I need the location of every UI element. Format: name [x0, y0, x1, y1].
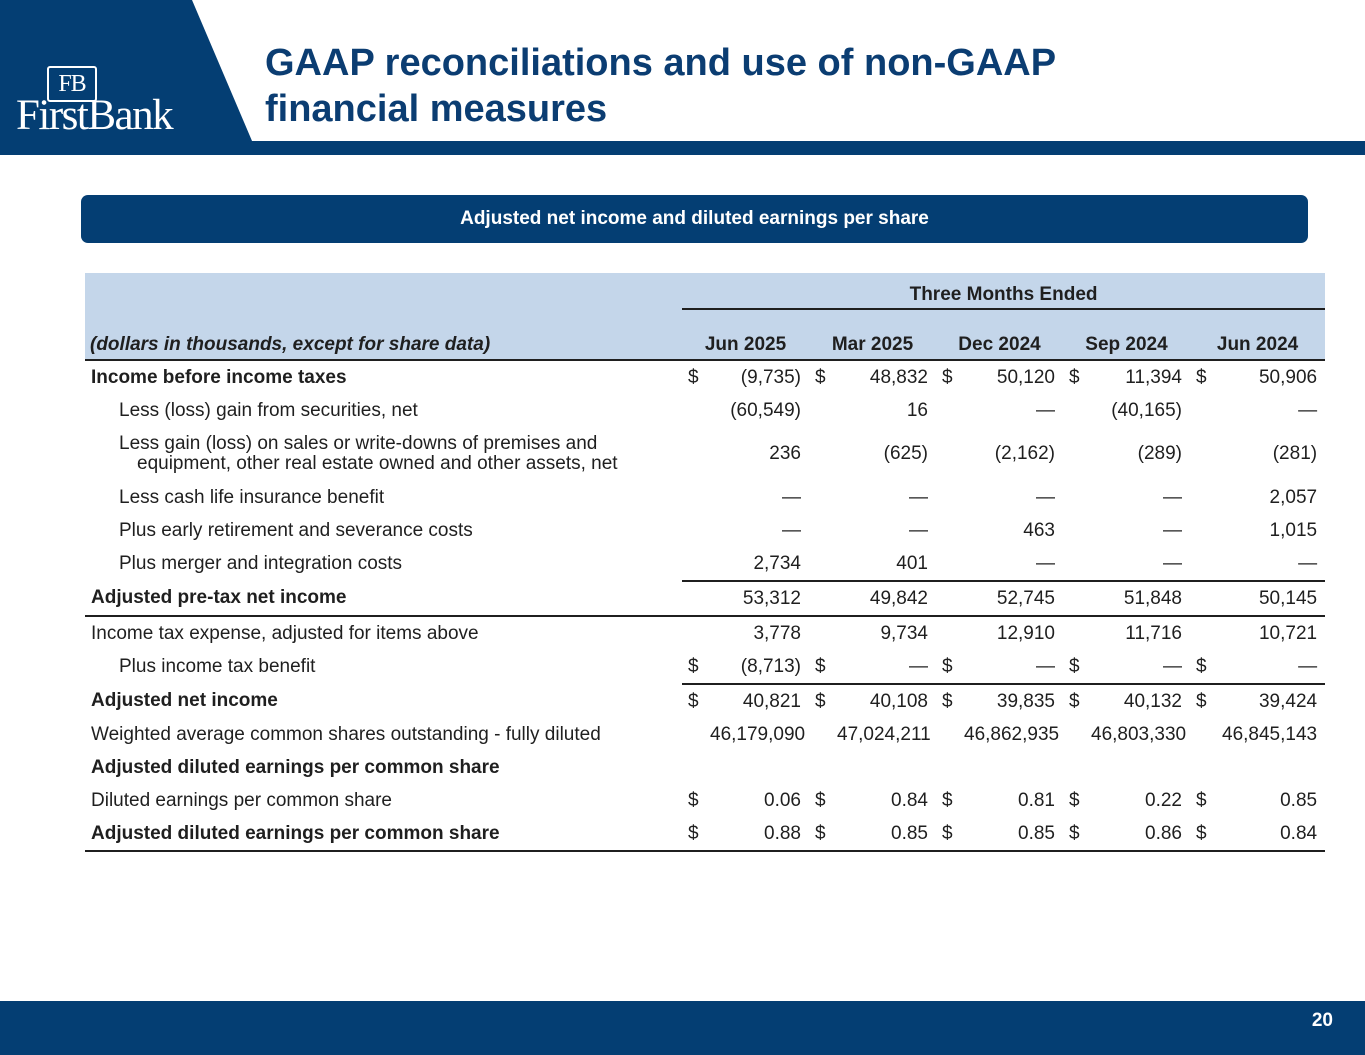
cell-value: 0.84: [891, 789, 928, 811]
row-label: [85, 751, 682, 784]
currency-symbol: [1063, 481, 1091, 514]
currency-symbol: $: [942, 789, 953, 811]
cell-value: 2,057: [1269, 486, 1318, 508]
cell-value: [1091, 751, 1190, 784]
currency-symbol: $: [1063, 817, 1091, 851]
cell-value: 40,132: [1091, 684, 1190, 718]
row-label-continuation: equipment, other real estate owned and other assets, net: [137, 453, 618, 474]
cell-value: (289): [1137, 443, 1182, 464]
cell-value: —: [782, 519, 801, 541]
currency-symbol: $: [1069, 366, 1080, 388]
row-label: [85, 481, 682, 514]
page-number: 20: [1311, 1010, 1333, 1031]
row-label-text: Adjusted pre-tax net income: [91, 587, 347, 608]
cell-value: (2,162): [994, 443, 1055, 464]
row-label-text: Less (loss) gain from securities, net: [119, 399, 418, 421]
cell-value: —: [1036, 486, 1055, 508]
cell-value: —: [909, 655, 928, 677]
currency-symbol: [682, 481, 710, 514]
cell-value: 9,734: [837, 616, 936, 650]
table-row: [85, 684, 1325, 718]
currency-symbol: [1190, 616, 1218, 650]
cell-value: 0.88: [710, 817, 809, 851]
cell-value: (9,735): [740, 366, 801, 388]
currency-symbol: [936, 718, 964, 751]
cell-value: 50,120: [996, 366, 1055, 388]
currency-symbol: [682, 751, 710, 784]
currency-symbol: $: [942, 655, 953, 677]
currency-symbol: [809, 481, 837, 514]
currency-symbol: [1063, 427, 1091, 481]
currency-symbol: [682, 616, 710, 650]
row-label: [85, 514, 682, 547]
table-row: [85, 547, 1325, 581]
cell-value: —: [1036, 655, 1055, 677]
currency-symbol: [1063, 751, 1091, 784]
logo-text: FirstBank: [16, 92, 173, 139]
cell-value: 0.84: [1218, 817, 1325, 851]
table-row: [85, 427, 1325, 481]
reconciliation-table-wrapper: [85, 273, 1318, 852]
row-label: [85, 684, 682, 718]
currency-symbol: [682, 427, 710, 481]
currency-symbol: [936, 547, 964, 581]
cell-value: 46,845,143: [1222, 723, 1318, 745]
cell-value: 1,015: [1269, 519, 1318, 541]
cell-value: 50,145: [1218, 581, 1325, 616]
currency-symbol: $: [1063, 684, 1091, 718]
table-row: [85, 514, 1325, 547]
row-label: [85, 581, 682, 616]
cell-value: —: [1163, 655, 1182, 677]
cell-value: 463: [1023, 519, 1055, 541]
row-label-text: Income before income taxes: [91, 366, 347, 388]
currency-symbol: [936, 514, 964, 547]
cell-value: —: [1298, 655, 1318, 677]
currency-symbol: [809, 547, 837, 581]
cell-value: —: [1298, 552, 1318, 574]
currency-symbol: $: [1190, 684, 1218, 718]
currency-symbol: $: [1069, 789, 1080, 811]
cell-value: 51,848: [1091, 581, 1190, 616]
cell-value: 46,179,090: [710, 723, 806, 745]
cell-value: —: [909, 486, 928, 508]
cell-value: 40,108: [837, 684, 936, 718]
row-label: [85, 718, 682, 751]
table-row: [85, 360, 1325, 394]
cell-value: 39,835: [964, 684, 1063, 718]
currency-symbol: [1063, 718, 1091, 751]
currency-symbol: [809, 514, 837, 547]
cell-value: —: [1163, 552, 1182, 574]
cell-value: 10,721: [1218, 616, 1325, 650]
table-row: [85, 481, 1325, 514]
row-label-text: Diluted earnings per common share: [91, 789, 392, 811]
cell-value: [964, 751, 1063, 784]
cell-value: —: [909, 519, 928, 541]
table-row: [85, 650, 1325, 684]
currency-symbol: [1063, 547, 1091, 581]
row-label: [85, 817, 682, 851]
cell-value: 12,910: [964, 616, 1063, 650]
currency-symbol: [1190, 581, 1218, 616]
cell-value: (625): [883, 443, 928, 464]
cell-value: —: [1298, 399, 1318, 421]
row-label-text: Income tax expense, adjusted for items above: [91, 622, 479, 644]
cell-value: (281): [1272, 443, 1318, 464]
cell-value: 0.06: [764, 789, 801, 811]
currency-symbol: [1063, 514, 1091, 547]
currency-symbol: [682, 718, 710, 751]
table-body: [85, 360, 1325, 851]
cell-value: 16: [906, 399, 928, 421]
currency-symbol: [1190, 394, 1218, 427]
page-title: GAAP reconciliations and use of non-GAAP financial measures: [265, 42, 1056, 130]
currency-symbol: [682, 514, 710, 547]
cell-value: (40,165): [1111, 399, 1182, 421]
column-header: Jun 2024: [1190, 309, 1325, 360]
cell-value: [710, 751, 809, 784]
column-header: Dec 2024: [936, 309, 1063, 360]
row-label-text: Adjusted diluted earnings per common share: [91, 822, 500, 844]
currency-symbol: [1190, 514, 1218, 547]
currency-symbol: $: [809, 684, 837, 718]
currency-symbol: [936, 751, 964, 784]
table-row: [85, 616, 1325, 650]
units-label: (dollars in thousands, except for share data): [85, 309, 682, 360]
currency-symbol: [1190, 718, 1218, 751]
header-blank-cell: [85, 273, 682, 309]
row-label: [85, 547, 682, 581]
cell-value: 11,394: [1125, 366, 1182, 388]
currency-symbol: [936, 481, 964, 514]
table-row: [85, 784, 1325, 817]
cell-value: 0.22: [1145, 789, 1182, 811]
cell-value: 236: [769, 443, 801, 464]
currency-symbol: $: [1196, 789, 1207, 811]
currency-symbol: $: [815, 655, 826, 677]
cell-value: —: [1163, 519, 1182, 541]
row-label: [85, 360, 682, 394]
currency-symbol: $: [809, 817, 837, 851]
row-label: [85, 616, 682, 650]
currency-symbol: [1190, 427, 1218, 481]
logo-monogram: FB: [47, 66, 97, 102]
currency-symbol: $: [1190, 817, 1218, 851]
row-label-text: Less cash life insurance benefit: [119, 486, 385, 508]
column-header: Jun 2025: [682, 309, 809, 360]
currency-symbol: [809, 751, 837, 784]
cell-value: 0.86: [1091, 817, 1190, 851]
cell-value: 46,862,935: [964, 723, 1060, 745]
cell-value: 48,832: [869, 366, 928, 388]
currency-symbol: $: [815, 789, 826, 811]
cell-value: 401: [896, 552, 928, 574]
cell-value: 0.85: [837, 817, 936, 851]
cell-value: 0.81: [1018, 789, 1055, 811]
currency-symbol: [809, 394, 837, 427]
cell-value: [1218, 751, 1325, 784]
row-label: [85, 784, 682, 817]
row-label-text: Plus income tax benefit: [119, 656, 316, 677]
currency-symbol: [809, 581, 837, 616]
currency-symbol: [809, 718, 837, 751]
currency-symbol: [682, 394, 710, 427]
footer-bar: [0, 1001, 1365, 1055]
cell-value: 46,803,330: [1091, 723, 1187, 745]
row-label-text: Weighted average common shares outstanding - fully diluted: [91, 723, 601, 745]
table-row: [85, 751, 1325, 784]
cell-value: 40,821: [710, 684, 809, 718]
currency-symbol: $: [682, 817, 710, 851]
currency-symbol: $: [815, 366, 826, 388]
row-label-text: Adjusted net income: [91, 690, 278, 711]
cell-value: 50,906: [1258, 366, 1318, 388]
cell-value: 53,312: [710, 581, 809, 616]
currency-symbol: [1190, 481, 1218, 514]
currency-symbol: $: [682, 684, 710, 718]
cell-value: 0.85: [1280, 789, 1318, 811]
row-label-text: Plus merger and integration costs: [119, 553, 403, 574]
currency-symbol: [936, 427, 964, 481]
currency-symbol: [936, 394, 964, 427]
section-banner: Adjusted net income and diluted earnings per share: [81, 195, 1308, 243]
reconciliation-table: [85, 273, 1325, 852]
table-row: [85, 817, 1325, 851]
row-label-text: Less gain (loss) on sales or write-downs of premises and: [119, 433, 598, 454]
cell-value: 0.85: [964, 817, 1063, 851]
currency-symbol: [682, 581, 710, 616]
row-label: [85, 650, 682, 684]
cell-value: 2,734: [753, 552, 801, 574]
table-row: [85, 581, 1325, 616]
row-label-text: Adjusted diluted earnings per common share: [91, 756, 500, 778]
cell-value: —: [782, 486, 801, 508]
cell-value: (60,549): [730, 399, 801, 421]
cell-value: 11,716: [1091, 616, 1190, 650]
cell-value: 47,024,211: [837, 723, 931, 745]
currency-symbol: $: [688, 655, 699, 677]
row-label: [85, 394, 682, 427]
row-label-text: Plus early retirement and severance costs: [119, 519, 473, 541]
currency-symbol: [1063, 394, 1091, 427]
cell-value: [837, 751, 936, 784]
column-header: Mar 2025: [809, 309, 936, 360]
currency-symbol: $: [688, 789, 699, 811]
cell-value: —: [1036, 552, 1055, 574]
group-header: Three Months Ended: [682, 273, 1325, 309]
cell-value: 49,842: [837, 581, 936, 616]
cell-value: (8,713): [740, 655, 801, 677]
cell-value: 3,778: [710, 616, 809, 650]
currency-symbol: [936, 581, 964, 616]
table-row: [85, 394, 1325, 427]
cell-value: —: [1036, 399, 1055, 421]
currency-symbol: $: [1196, 655, 1207, 677]
cell-value: 39,424: [1218, 684, 1325, 718]
currency-symbol: [1063, 616, 1091, 650]
currency-symbol: [809, 427, 837, 481]
currency-symbol: [809, 616, 837, 650]
currency-symbol: $: [942, 366, 953, 388]
currency-symbol: $: [936, 684, 964, 718]
currency-symbol: $: [1069, 655, 1080, 677]
logo-block: [0, 0, 258, 155]
header-rule: [0, 141, 1365, 155]
currency-symbol: $: [1196, 366, 1207, 388]
cell-value: 52,745: [964, 581, 1063, 616]
table-row: [85, 718, 1325, 751]
column-header: Sep 2024: [1063, 309, 1190, 360]
row-label: [85, 427, 682, 481]
currency-symbol: [682, 547, 710, 581]
currency-symbol: [1190, 751, 1218, 784]
currency-symbol: [1063, 581, 1091, 616]
currency-symbol: $: [936, 817, 964, 851]
currency-symbol: [1190, 547, 1218, 581]
currency-symbol: $: [688, 366, 699, 388]
currency-symbol: [936, 616, 964, 650]
cell-value: —: [1163, 486, 1182, 508]
